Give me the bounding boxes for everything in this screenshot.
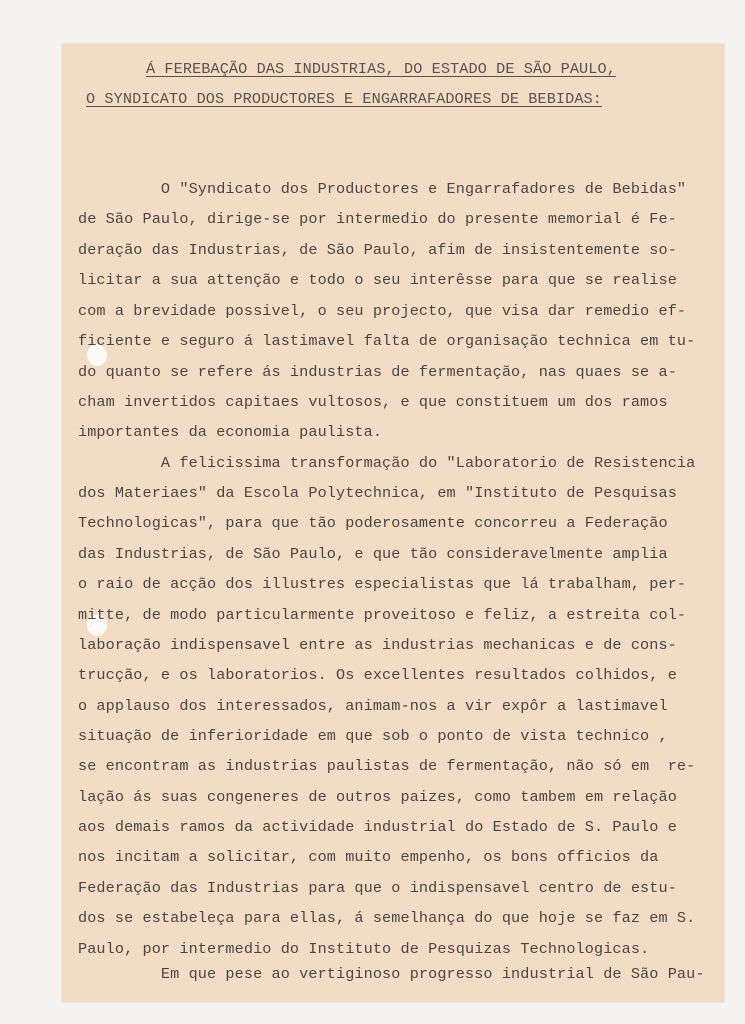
body-line: o applauso dos interessados, animam-nos a vir expôr a lastimavel: [78, 697, 668, 715]
body-line: importantes da economia paulista.: [78, 423, 383, 441]
body-line: aos demais ramos da actividade industrial do Estado de S. Paulo e: [78, 818, 677, 836]
body-line: deração das Industrias, de São Paulo, afim de insistentemente so-: [78, 241, 677, 259]
body-line: se encontram as industrias paulistas de fermentação, não só em re-: [78, 757, 696, 775]
body-line: dos Materiaes" da Escola Polytechnica, em "Instituto de Pesquisas: [78, 484, 677, 502]
body-line: laboração indispensavel entre as industrias mechanicas e de cons-: [78, 636, 677, 654]
body-line: nos incitam a solicitar, com muito empenho, os bons officios da: [78, 848, 659, 866]
body-line: O "Syndicato dos Productores e Engarrafadores de Bebidas": [78, 180, 687, 198]
body-line: do quanto se refere ás industrias de fermentação, nas quaes se a-: [78, 363, 677, 381]
body-line: das Industrias, de São Paulo, e que tão consideravelmente amplia: [78, 545, 668, 563]
body-line: de São Paulo, dirige-se por intermedio do presente memorial é Fe-: [78, 210, 677, 228]
body-line: trucção, e os laboratorios. Os excellentes resultados colhidos, e: [78, 666, 677, 684]
body-line: Federação das Industrias para que o indispensavel centro de estu-: [78, 879, 677, 897]
body-line: ficiente e seguro á lastimavel falta de organisação technica em tu-: [78, 332, 696, 350]
body-line: cham invertidos capitaes vultosos, e que constituem um dos ramos: [78, 393, 668, 411]
title-line-2: O SYNDICATO DOS PRODUCTORES E ENGARRAFADORES DE BEBIDAS:: [86, 90, 602, 108]
title-line-1: Á FEREBAÇÃO DAS INDUSTRIAS, DO ESTADO DE SÃO PAULO,: [146, 60, 616, 78]
body-line: o raio de acção dos illustres especialistas que lá trabalham, per-: [78, 575, 687, 593]
body-line: Technologicas", para que tão poderosamente concorreu a Federação: [78, 514, 668, 532]
body-line: Em que pese ao vertiginoso progresso industrial de São Pau-: [78, 965, 705, 983]
body-line: licitar a sua attenção e todo o seu interêsse para que se realise: [78, 271, 677, 289]
body-line: Paulo, por intermedio do Instituto de Pesquizas Technologicas.: [78, 940, 650, 958]
body-line: A felicissima transformação do "Laboratorio de Resistencia: [78, 454, 696, 472]
body-line: situação de inferioridade em que sob o ponto de vista technico ,: [78, 727, 668, 745]
body-line: lação ás suas congeneres de outros paizes, como tambem em relação: [78, 788, 677, 806]
body-line: mitte, de modo particularmente proveitoso e feliz, a estreita col-: [78, 606, 687, 624]
body-line: com a brevidade possivel, o seu projecto, que visa dar remedio ef-: [78, 302, 687, 320]
body-line: dos se estabeleça para ellas, á semelhança do que hoje se faz em S.: [78, 909, 696, 927]
